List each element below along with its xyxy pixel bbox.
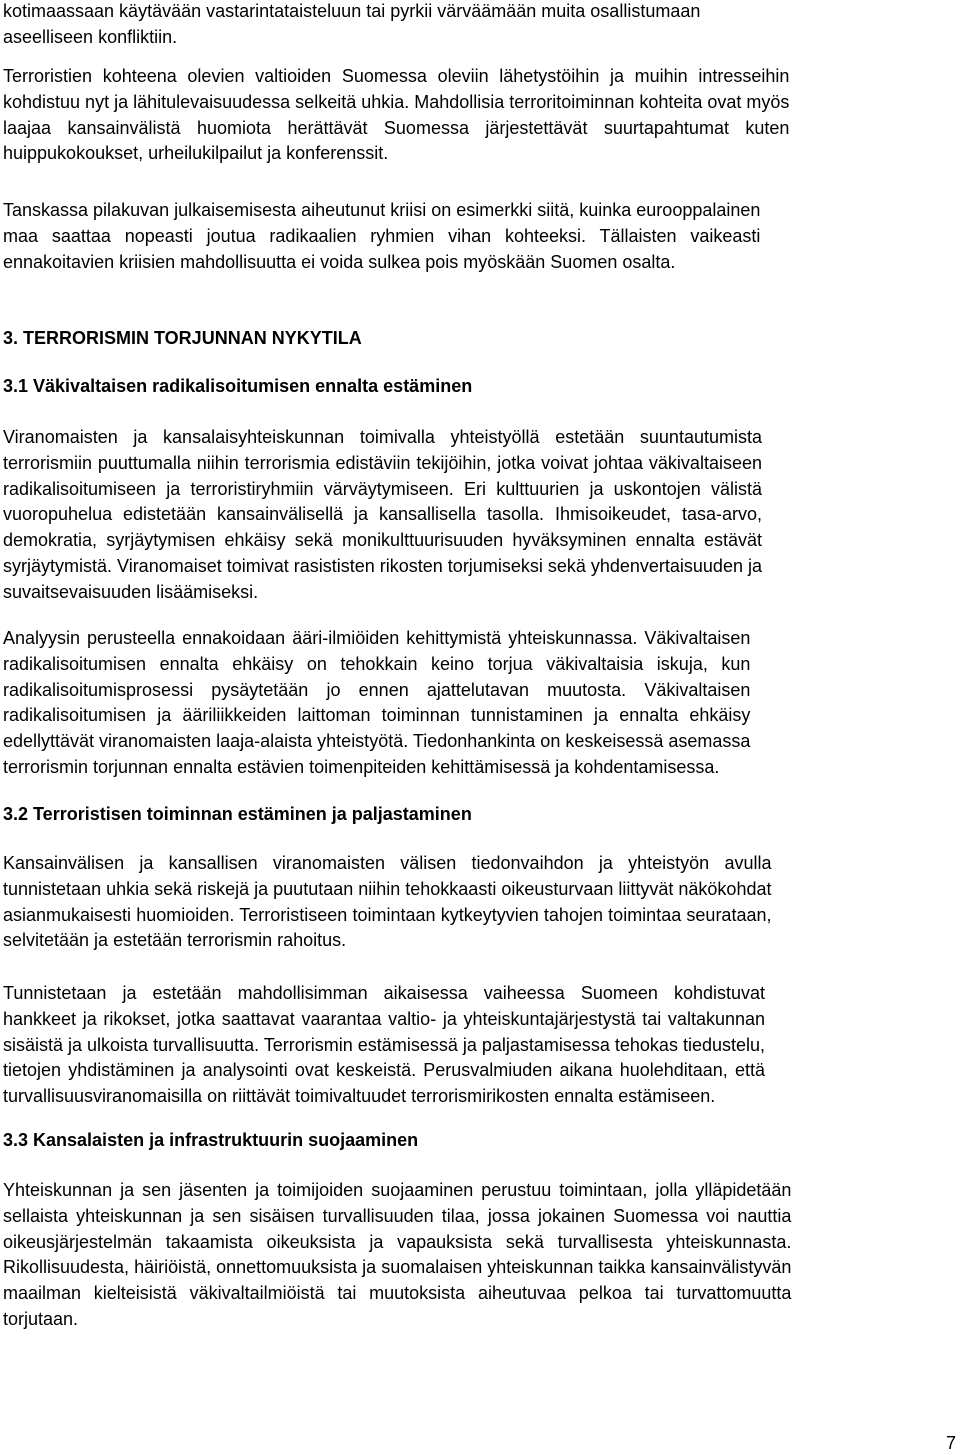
text-line: torjutaan. <box>3 1308 79 1329</box>
text-line: tietojen yhdistäminen ja analysointi ovat keskeistä. Perusvalmiuden aikana huolehditaan, että <box>3 1060 766 1081</box>
text-line: maa saattaa nopeasti joutua radikaalien ryhmien vihan kohteeksi. Tällaisten vaikeasti <box>3 225 761 246</box>
text-line: edellyttävät viranomaisten laaja-alaista yhteistyötä. Tiedonhankinta on keskeisessä asemassa <box>3 731 751 752</box>
paragraph-8 <box>3 1178 791 1333</box>
text-line: syrjäytymistä. Viranomaiset toimivat rasististen rikosten torjumiseksi sekä yhdenvertaisuuden ja <box>3 555 762 576</box>
text-line: Terroristien kohteena olevien valtioiden Suomessa oleviin lähetystöihin ja muihin intresseihin <box>3 66 790 86</box>
text-line: Tunnistetaan ja estetään mahdollisimman aikaisessa vaiheessa Suomeen kohdistuvat <box>3 983 766 1003</box>
paragraph-1 <box>3 0 700 51</box>
paragraph-6 <box>3 851 771 954</box>
paragraph-3 <box>3 198 760 275</box>
text-line: suvaitsevaisuuden lisäämiseksi. <box>3 581 259 602</box>
text-line: Kansainvälisen ja kansallisen viranomaisten välisen tiedonvaihdon ja yhteistyön avulla <box>3 853 772 873</box>
text-line: sisäistä ja ulkoista turvallisuutta. Terrorismin estämisessä ja paljastamisessa tehokas tiedustelu, <box>3 1034 766 1055</box>
text-line: terrorismiin puuttumalla niihin terrorismia edistäviin tekijöihin, jotka voivat johtaa väkivaltaiseen <box>3 452 762 473</box>
text-line: aseelliseen konfliktiin. <box>3 26 178 47</box>
text-line: kotimaassaan käytävään vastarintataisteluun tai pyrkii värväämään muita osallistumaan <box>3 1 701 21</box>
paragraph-7 <box>3 981 765 1110</box>
subsection-heading-3-2: 3.2 Terroristisen toiminnan estäminen ja paljastaminen <box>3 804 472 824</box>
text-line: Yhteiskunnan ja sen jäsenten ja toimijoiden suojaaminen perustuu toimintaan, jolla ylläpidetään <box>3 1180 792 1200</box>
section-heading-3: 3. TERRORISMIN TORJUNNAN NYKYTILA <box>3 328 362 348</box>
page-number: 7 <box>945 1433 956 1453</box>
text-line: laajaa kansainvälistä huomiota herättävät Suomessa järjestettävät suurtapahtumat kuten <box>3 117 790 138</box>
text-line: terrorismin torjunnan ennalta estävien toimenpiteiden kehittämisessä ja kohdentamisessa. <box>3 756 720 777</box>
subsection-heading-3-1: 3.1 Väkivaltaisen radikalisoitumisen ennalta estäminen <box>3 376 473 396</box>
paragraph-4 <box>3 425 762 606</box>
text-line: Analyysin perusteella ennakoidaan ääri-ilmiöiden kehittymistä yhteiskunnassa. Väkivaltaisen <box>3 628 751 648</box>
text-line: huippukokoukset, urheilukilpailut ja konferenssit. <box>3 143 389 164</box>
text-line: selvitetään ja estetään terrorismin rahoitus. <box>3 930 347 951</box>
text-line: radikalisoitumisprosessi pysäytetään jo ennen ajattelutavan muutosta. Väkivaltaisen <box>3 679 751 700</box>
text-line: vuoropuhelua edistetään kansainvälisellä ja kansallisella tasolla. Ihmisoikeudet, tasa-arvo, <box>3 504 762 525</box>
paragraph-5 <box>3 626 750 781</box>
text-line: radikalisoitumisen ennalta ehkäisy on tehokkain keino torjua väkivaltaisia iskuja, kun <box>3 653 751 674</box>
text-line: radikalisoitumiseen ja terroristiryhmiin värväytymiseen. Eri kulttuurien ja uskontojen välistä <box>3 478 762 499</box>
text-line: hankkeet ja rikokset, jotka saattavat vaarantaa valtio- ja yhteiskuntajärjestystä tai valtakunnan <box>3 1008 766 1029</box>
text-line: kohdistuu nyt ja lähitulevaisuudessa selkeitä uhkia. Mahdollisia terroritoiminnan kohteita ovat myös <box>3 91 790 112</box>
text-line: sellaista yhteiskunnan ja sen sisäisen turvallisuuden tilaa, jossa jokainen Suomessa voi nauttia <box>3 1205 792 1226</box>
text-line: Viranomaisten ja kansalaisyhteiskunnan toimivalla yhteistyöllä estetään suuntautumista <box>3 427 762 447</box>
text-line: tunnistetaan uhkia sekä riskejä ja puututaan niihin tehokkaasti oikeusturvaan liittyvät näkökohdat <box>3 878 772 899</box>
paragraph-2 <box>3 64 789 167</box>
text-line: Rikollisuudesta, häiriöistä, onnettomuuksista ja suomalaisen yhteiskunnan taikka kansainvälistyvän <box>3 1257 792 1278</box>
text-line: turvallisuusviranomaisilla on riittävät toimivaltuudet terrorismirikosten ennalta estämiseen. <box>3 1086 716 1107</box>
text-line: maailman kielteisistä väkivaltailmiöistä tai muutoksista aiheutuvaa pelkoa tai turvattomuutta <box>3 1283 792 1304</box>
text-line: ennakoitavien kriisien mahdollisuutta ei voida sulkea pois myöskään Suomen osalta. <box>3 251 676 272</box>
text-line: demokratia, syrjäytymisen ehkäisy sekä monikulttuurisuuden hyväksyminen ennalta estävät <box>3 530 762 551</box>
text-line: radikalisoitumisen ja ääriliikkeiden laittoman toiminnan tunnistaminen ja ennalta ehkäisy <box>3 705 751 726</box>
subsection-heading-3-3: 3.3 Kansalaisten ja infrastruktuurin suojaaminen <box>3 1130 419 1150</box>
text-line: oikeusjärjestelmän takaamista oikeuksista ja vapauksista sekä turvallisesta yhteiskunnasta. <box>3 1231 792 1252</box>
text-line: Tanskassa pilakuvan julkaisemisesta aiheutunut kriisi on esimerkki siitä, kuinka eurooppalainen <box>3 200 761 220</box>
text-line: asianmukaisesti huomioiden. Terroristiseen toimintaan kytkeytyvien tahojen toimintaa seurataan, <box>3 904 772 925</box>
